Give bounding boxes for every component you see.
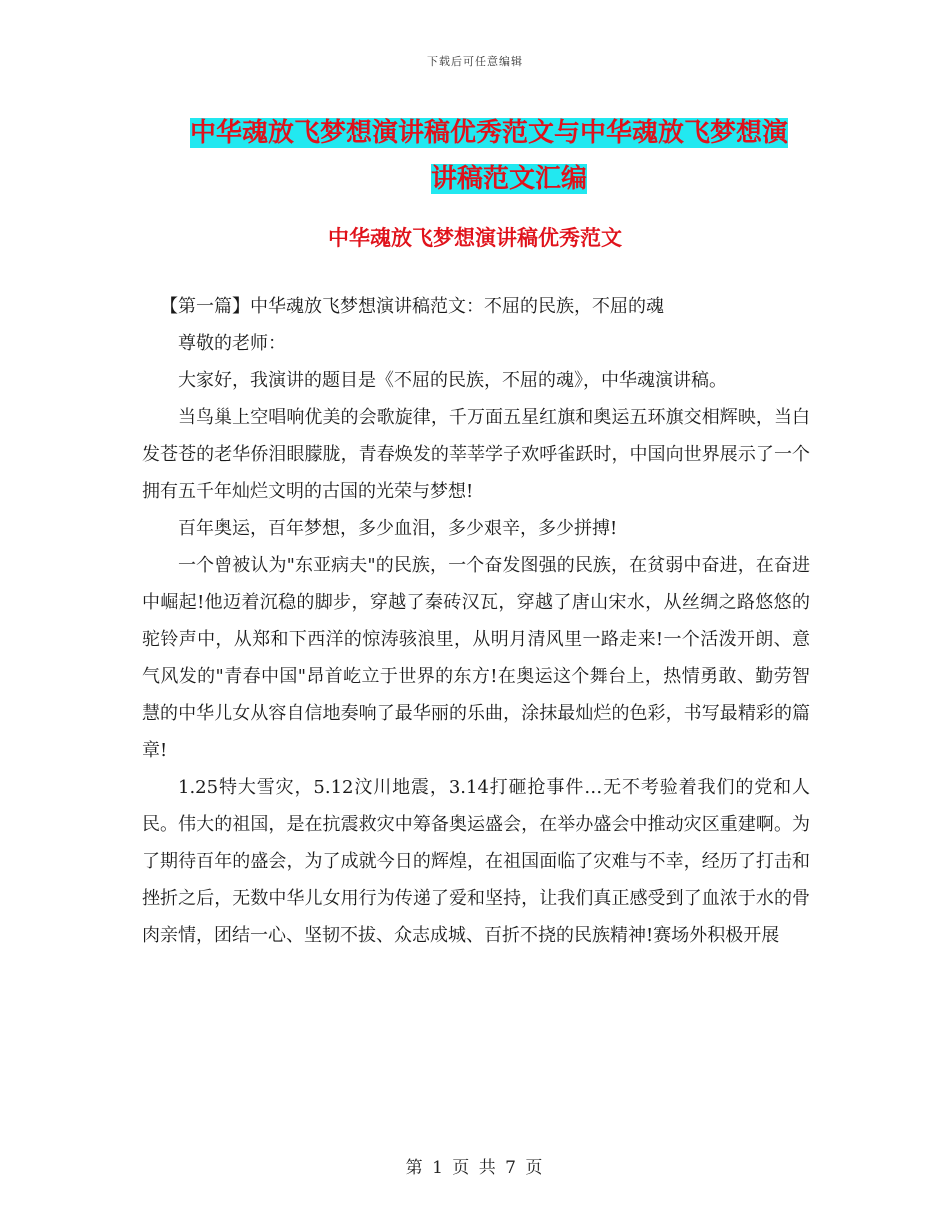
document-body bbox=[142, 288, 810, 954]
header-note: 下载后可任意编辑 bbox=[427, 55, 523, 68]
paragraph-heading: 【第一篇】中华魂放飞梦想演讲稿范文：不屈的民族，不屈的魂 bbox=[160, 296, 664, 317]
page-footer: 第 1 页 共 7 页 bbox=[405, 1158, 545, 1178]
paragraph: 大家好，我演讲的题目是《不屈的民族，不屈的魂》，中华魂演讲稿。 bbox=[178, 370, 727, 391]
document-title-line-2 bbox=[190, 156, 810, 202]
document-title bbox=[190, 110, 810, 202]
paragraph: 一个曾被认为"东亚病夫"的民族，一个奋发图强的民族，在贫弱中奋进，在奋进中崛起!他迈着沉稳的脚步，穿越了秦砖汉瓦，穿越了唐山宋水，从丝绸之路悠悠的驼铃声中，从郑和下西洋的惊涛骇浪里，从明月清风里一路走来!一个活泼开朗、意气风发的"青春中国"昂首屹立于世界的东方!在奥运这个舞台上，热情勇敢、勤劳智慧的中华儿女从容自信地奏响了最华丽的乐曲，涂抹最灿烂的色彩，书写最精彩的篇章! bbox=[142, 555, 810, 761]
paragraph: 1.25特大雪灾，5.12汶川地震，3.14打砸抢事件…无不考验着我们的党和人民。伟大的祖国，是在抗震救灾中筹备奥运盛会，在举办盛会中推动灾区重建啊。为了期待百年的盛会，为了成就今日的辉煌，在祖国面临了灾难与不幸，经历了打击和挫折之后，无数中华儿女用行为传递了爱和坚持，让我们真正感受到了血浓于水的骨肉亲情，团结一心、坚韧不拔、众志成城、百折不挠的民族精神!赛场外积极开展 bbox=[142, 777, 810, 946]
paragraph: 当鸟巢上空唱响优美的会歌旋律，千万面五星红旗和奥运五环旗交相辉映，当白发苍苍的老华侨泪眼朦胧，青春焕发的莘莘学子欢呼雀跃时，中国向世界展示了一个拥有五千年灿烂文明的古国的光荣与梦想! bbox=[142, 407, 810, 502]
paragraph-salutation: 尊敬的老师： bbox=[178, 333, 286, 354]
document-title-line-1 bbox=[190, 110, 810, 156]
document-title-line-2-text: 讲稿范文汇编 bbox=[430, 164, 587, 194]
document-title-line-1-text: 中华魂放飞梦想演讲稿优秀范文与中华魂放飞梦想演 bbox=[190, 118, 789, 148]
paragraph: 百年奥运，百年梦想，多少血泪，多少艰辛，多少拼搏! bbox=[178, 518, 618, 539]
section-title: 中华魂放飞梦想演讲稿优秀范文 bbox=[328, 226, 622, 250]
